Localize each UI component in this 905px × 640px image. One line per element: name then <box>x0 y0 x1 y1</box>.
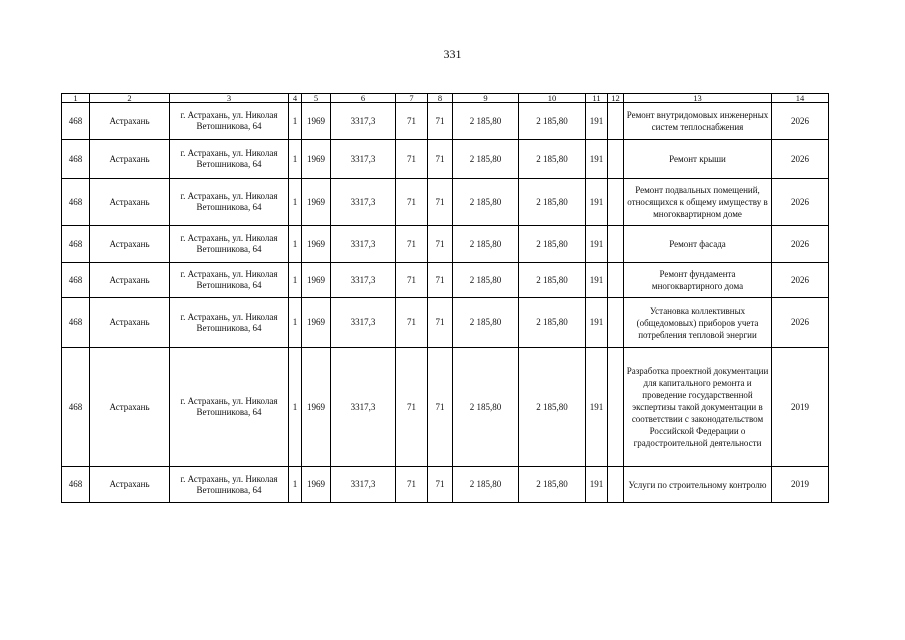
column-number-row <box>62 94 829 103</box>
table-row <box>62 179 829 226</box>
year-cell: 1969 <box>302 348 331 467</box>
work-type-cell: Ремонт крыши <box>624 140 772 179</box>
cell-col11: 191 <box>586 226 608 263</box>
cell-col9: 2 185,80 <box>453 263 519 298</box>
locality-cell: Астрахань <box>90 467 170 503</box>
column-header: 14 <box>772 94 829 103</box>
year-cell: 1969 <box>302 179 331 226</box>
locality-cell: Астрахань <box>90 298 170 348</box>
year-cell: 1969 <box>302 298 331 348</box>
column-header: 10 <box>519 94 586 103</box>
cell-col4: 1 <box>289 298 302 348</box>
area-cell: 3317,3 <box>331 140 396 179</box>
cell-col11: 191 <box>586 140 608 179</box>
cell-col10: 2 185,80 <box>519 226 586 263</box>
cell-col7: 71 <box>396 226 428 263</box>
cell-col12 <box>608 140 624 179</box>
cell-col9: 2 185,80 <box>453 467 519 503</box>
work-type-cell: Ремонт фундамента многоквартирного дома <box>624 263 772 298</box>
locality-cell: Астрахань <box>90 348 170 467</box>
address-cell: г. Астрахань, ул. Николая Ветошникова, 64 <box>170 103 289 140</box>
address-cell: г. Астрахань, ул. Николая Ветошникова, 64 <box>170 467 289 503</box>
column-header: 8 <box>428 94 453 103</box>
cell-col7: 71 <box>396 179 428 226</box>
table-row <box>62 103 829 140</box>
locality-cell: Астрахань <box>90 103 170 140</box>
row-id: 468 <box>62 226 90 263</box>
cell-col10: 2 185,80 <box>519 467 586 503</box>
cell-col10: 2 185,80 <box>519 103 586 140</box>
area-cell: 3317,3 <box>331 467 396 503</box>
cell-col12 <box>608 298 624 348</box>
year-cell: 1969 <box>302 263 331 298</box>
year-cell: 1969 <box>302 140 331 179</box>
row-id: 468 <box>62 140 90 179</box>
address-cell: г. Астрахань, ул. Николая Ветошникова, 64 <box>170 179 289 226</box>
address-cell: г. Астрахань, ул. Николая Ветошникова, 64 <box>170 298 289 348</box>
cell-col8: 71 <box>428 298 453 348</box>
cell-col9: 2 185,80 <box>453 226 519 263</box>
cell-col9: 2 185,80 <box>453 179 519 226</box>
cell-col9: 2 185,80 <box>453 103 519 140</box>
table-row <box>62 298 829 348</box>
area-cell: 3317,3 <box>331 298 396 348</box>
cell-col7: 71 <box>396 348 428 467</box>
cell-col7: 71 <box>396 263 428 298</box>
cell-col9: 2 185,80 <box>453 140 519 179</box>
cell-col10: 2 185,80 <box>519 140 586 179</box>
row-id: 468 <box>62 103 90 140</box>
column-header: 1 <box>62 94 90 103</box>
cell-col12 <box>608 103 624 140</box>
cell-col4: 1 <box>289 103 302 140</box>
deadline-cell: 2019 <box>772 348 829 467</box>
work-type-cell: Разработка проектной документации для капитального ремонта и проведение государственной экспертизы такой документации в соответствии с законодательством Российской Федерации о градостроительной деятельности <box>624 348 772 467</box>
deadline-cell: 2026 <box>772 140 829 179</box>
table-row <box>62 348 829 467</box>
column-header: 12 <box>608 94 624 103</box>
cell-col10: 2 185,80 <box>519 179 586 226</box>
cell-col11: 191 <box>586 298 608 348</box>
year-cell: 1969 <box>302 226 331 263</box>
locality-cell: Астрахань <box>90 263 170 298</box>
year-cell: 1969 <box>302 103 331 140</box>
deadline-cell: 2026 <box>772 103 829 140</box>
column-header: 2 <box>90 94 170 103</box>
deadline-cell: 2019 <box>772 467 829 503</box>
cell-col4: 1 <box>289 467 302 503</box>
cell-col12 <box>608 467 624 503</box>
cell-col8: 71 <box>428 103 453 140</box>
table-row <box>62 226 829 263</box>
area-cell: 3317,3 <box>331 103 396 140</box>
work-type-cell: Услуги по строительному контролю <box>624 467 772 503</box>
locality-cell: Астрахань <box>90 179 170 226</box>
year-cell: 1969 <box>302 467 331 503</box>
cell-col7: 71 <box>396 103 428 140</box>
deadline-cell: 2026 <box>772 226 829 263</box>
cell-col10: 2 185,80 <box>519 298 586 348</box>
column-header: 5 <box>302 94 331 103</box>
table-row <box>62 140 829 179</box>
cell-col9: 2 185,80 <box>453 348 519 467</box>
work-type-cell: Ремонт внутридомовых инженерных систем теплоснабжения <box>624 103 772 140</box>
address-cell: г. Астрахань, ул. Николая Ветошникова, 64 <box>170 226 289 263</box>
cell-col10: 2 185,80 <box>519 263 586 298</box>
work-type-cell: Ремонт подвальных помещений, относящихся к общему имуществу в многоквартирном доме <box>624 179 772 226</box>
locality-cell: Астрахань <box>90 140 170 179</box>
work-type-cell: Ремонт фасада <box>624 226 772 263</box>
row-id: 468 <box>62 348 90 467</box>
deadline-cell: 2026 <box>772 263 829 298</box>
column-header: 7 <box>396 94 428 103</box>
address-cell: г. Астрахань, ул. Николая Ветошникова, 64 <box>170 348 289 467</box>
area-cell: 3317,3 <box>331 263 396 298</box>
cell-col11: 191 <box>586 348 608 467</box>
column-header: 4 <box>289 94 302 103</box>
table-row <box>62 467 829 503</box>
area-cell: 3317,3 <box>331 179 396 226</box>
column-header: 3 <box>170 94 289 103</box>
row-id: 468 <box>62 263 90 298</box>
page-number: 331 <box>443 47 462 61</box>
area-cell: 3317,3 <box>331 348 396 467</box>
row-id: 468 <box>62 298 90 348</box>
cell-col7: 71 <box>396 140 428 179</box>
address-cell: г. Астрахань, ул. Николая Ветошникова, 64 <box>170 263 289 298</box>
cell-col8: 71 <box>428 263 453 298</box>
cell-col4: 1 <box>289 179 302 226</box>
cell-col8: 71 <box>428 226 453 263</box>
cell-col8: 71 <box>428 179 453 226</box>
cell-col8: 71 <box>428 467 453 503</box>
cell-col4: 1 <box>289 348 302 467</box>
deadline-cell: 2026 <box>772 179 829 226</box>
cell-col4: 1 <box>289 263 302 298</box>
cell-col4: 1 <box>289 140 302 179</box>
column-header: 11 <box>586 94 608 103</box>
column-header: 9 <box>453 94 519 103</box>
cell-col11: 191 <box>586 103 608 140</box>
cell-col11: 191 <box>586 263 608 298</box>
work-type-cell: Установка коллективных (общедомовых) приборов учета потребления тепловой энергии <box>624 298 772 348</box>
column-header: 13 <box>624 94 772 103</box>
deadline-cell: 2026 <box>772 298 829 348</box>
cell-col8: 71 <box>428 140 453 179</box>
table-row <box>62 263 829 298</box>
cell-col7: 71 <box>396 467 428 503</box>
program-table <box>61 93 829 503</box>
cell-col4: 1 <box>289 226 302 263</box>
cell-col12 <box>608 348 624 467</box>
row-id: 468 <box>62 467 90 503</box>
cell-col11: 191 <box>586 467 608 503</box>
cell-col12 <box>608 263 624 298</box>
address-cell: г. Астрахань, ул. Николая Ветошникова, 64 <box>170 140 289 179</box>
cell-col8: 71 <box>428 348 453 467</box>
area-cell: 3317,3 <box>331 226 396 263</box>
cell-col12 <box>608 226 624 263</box>
cell-col11: 191 <box>586 179 608 226</box>
column-header: 6 <box>331 94 396 103</box>
cell-col7: 71 <box>396 298 428 348</box>
cell-col10: 2 185,80 <box>519 348 586 467</box>
cell-col9: 2 185,80 <box>453 298 519 348</box>
cell-col12 <box>608 179 624 226</box>
row-id: 468 <box>62 179 90 226</box>
locality-cell: Астрахань <box>90 226 170 263</box>
